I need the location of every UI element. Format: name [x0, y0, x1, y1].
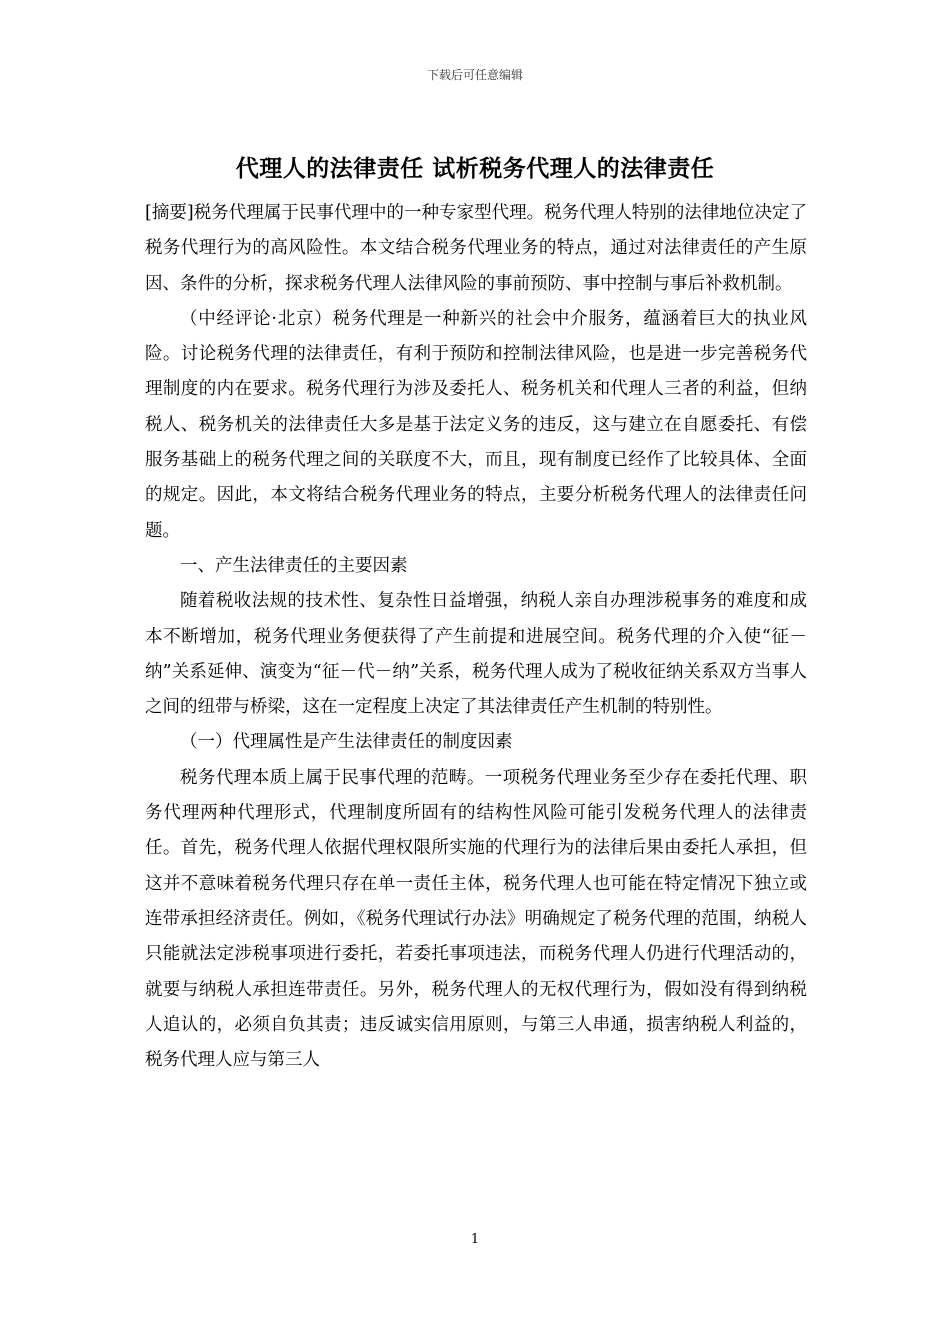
section-1-paragraph: 随着税收法规的技术性、复杂性日益增强，纳税人亲自办理涉税事务的难度和成本不断增加，税务代理业务便获得了产生前提和进展空间。税务代理的介入使“征－纳”关系延伸、演变为“征－代－纳”关系，税务代理人成为了税收征纳关系双方当事人之间的纽带与桥梁，这在一定程度上决定了其法律责任产生机制的特别性。 [145, 591, 807, 718]
document-title: 代理人的法律责任 试析税务代理人的法律责任 [235, 156, 715, 182]
document-body [145, 196, 807, 1078]
subsection-1-paragraph: 税务代理本质上属于民事代理的范畴。一项税务代理业务至少存在委托代理、职务代理两种代理形式，代理制度所固有的结构性风险可能引发税务代理人的法律责任。首先，税务代理人依据代理权限所实施的代理行为的法律后果由委托人承担，但这并不意味着税务代理只存在单一责任主体，税务代理人也可能在特定情况下独立或连带承担经济责任。例如，《税务代理试行办法》明确规定了税务代理的范围，纳税人只能就法定涉税事项进行委托，若委托事项违法，而税务代理人仍进行代理活动的，就要与纳税人承担连带责任。另外，税务代理人的无权代理行为，假如没有得到纳税人追认的，必须自负其责；违反诚实信用原则，与第三人串通，损害纳税人利益的，税务代理人应与第三人 [145, 767, 807, 1071]
header-note: 下载后可任意编辑 [426, 68, 523, 82]
abstract-paragraph: [摘要]税务代理属于民事代理中的一种专家型代理。税务代理人特别的法律地位决定了税务代理行为的高风险性。本文结合税务代理业务的特点，通过对法律责任的产生原因、条件的分析，探求税务代理人法律风险的事前预防、事中控制与事后补救机制。 [145, 203, 807, 294]
page-number: 1 [470, 1232, 480, 1247]
intro-paragraph: （中经评论·北京）税务代理是一种新兴的社会中介服务，蕴涵着巨大的执业风险。讨论税务代理的法律责任，有利于预防和控制法律风险，也是进一步完善税务代理制度的内在要求。税务代理行为涉及委托人、税务机关和代理人三者的利益，但纳税人、税务机关的法律责任大多是基于法定义务的违反，这与建立在自愿委托、有偿服务基础上的税务代理之间的关联度不大，而且，现有制度已经作了比较具体、全面的规定。因此，本文将结合税务代理业务的特点，主要分析税务代理人的法律责任问题。 [145, 308, 807, 541]
section-heading-1: 一、产生法律责任的主要因素 [180, 555, 408, 576]
subsection-heading-1: （一）代理属性是产生法律责任的制度因素 [180, 732, 513, 753]
